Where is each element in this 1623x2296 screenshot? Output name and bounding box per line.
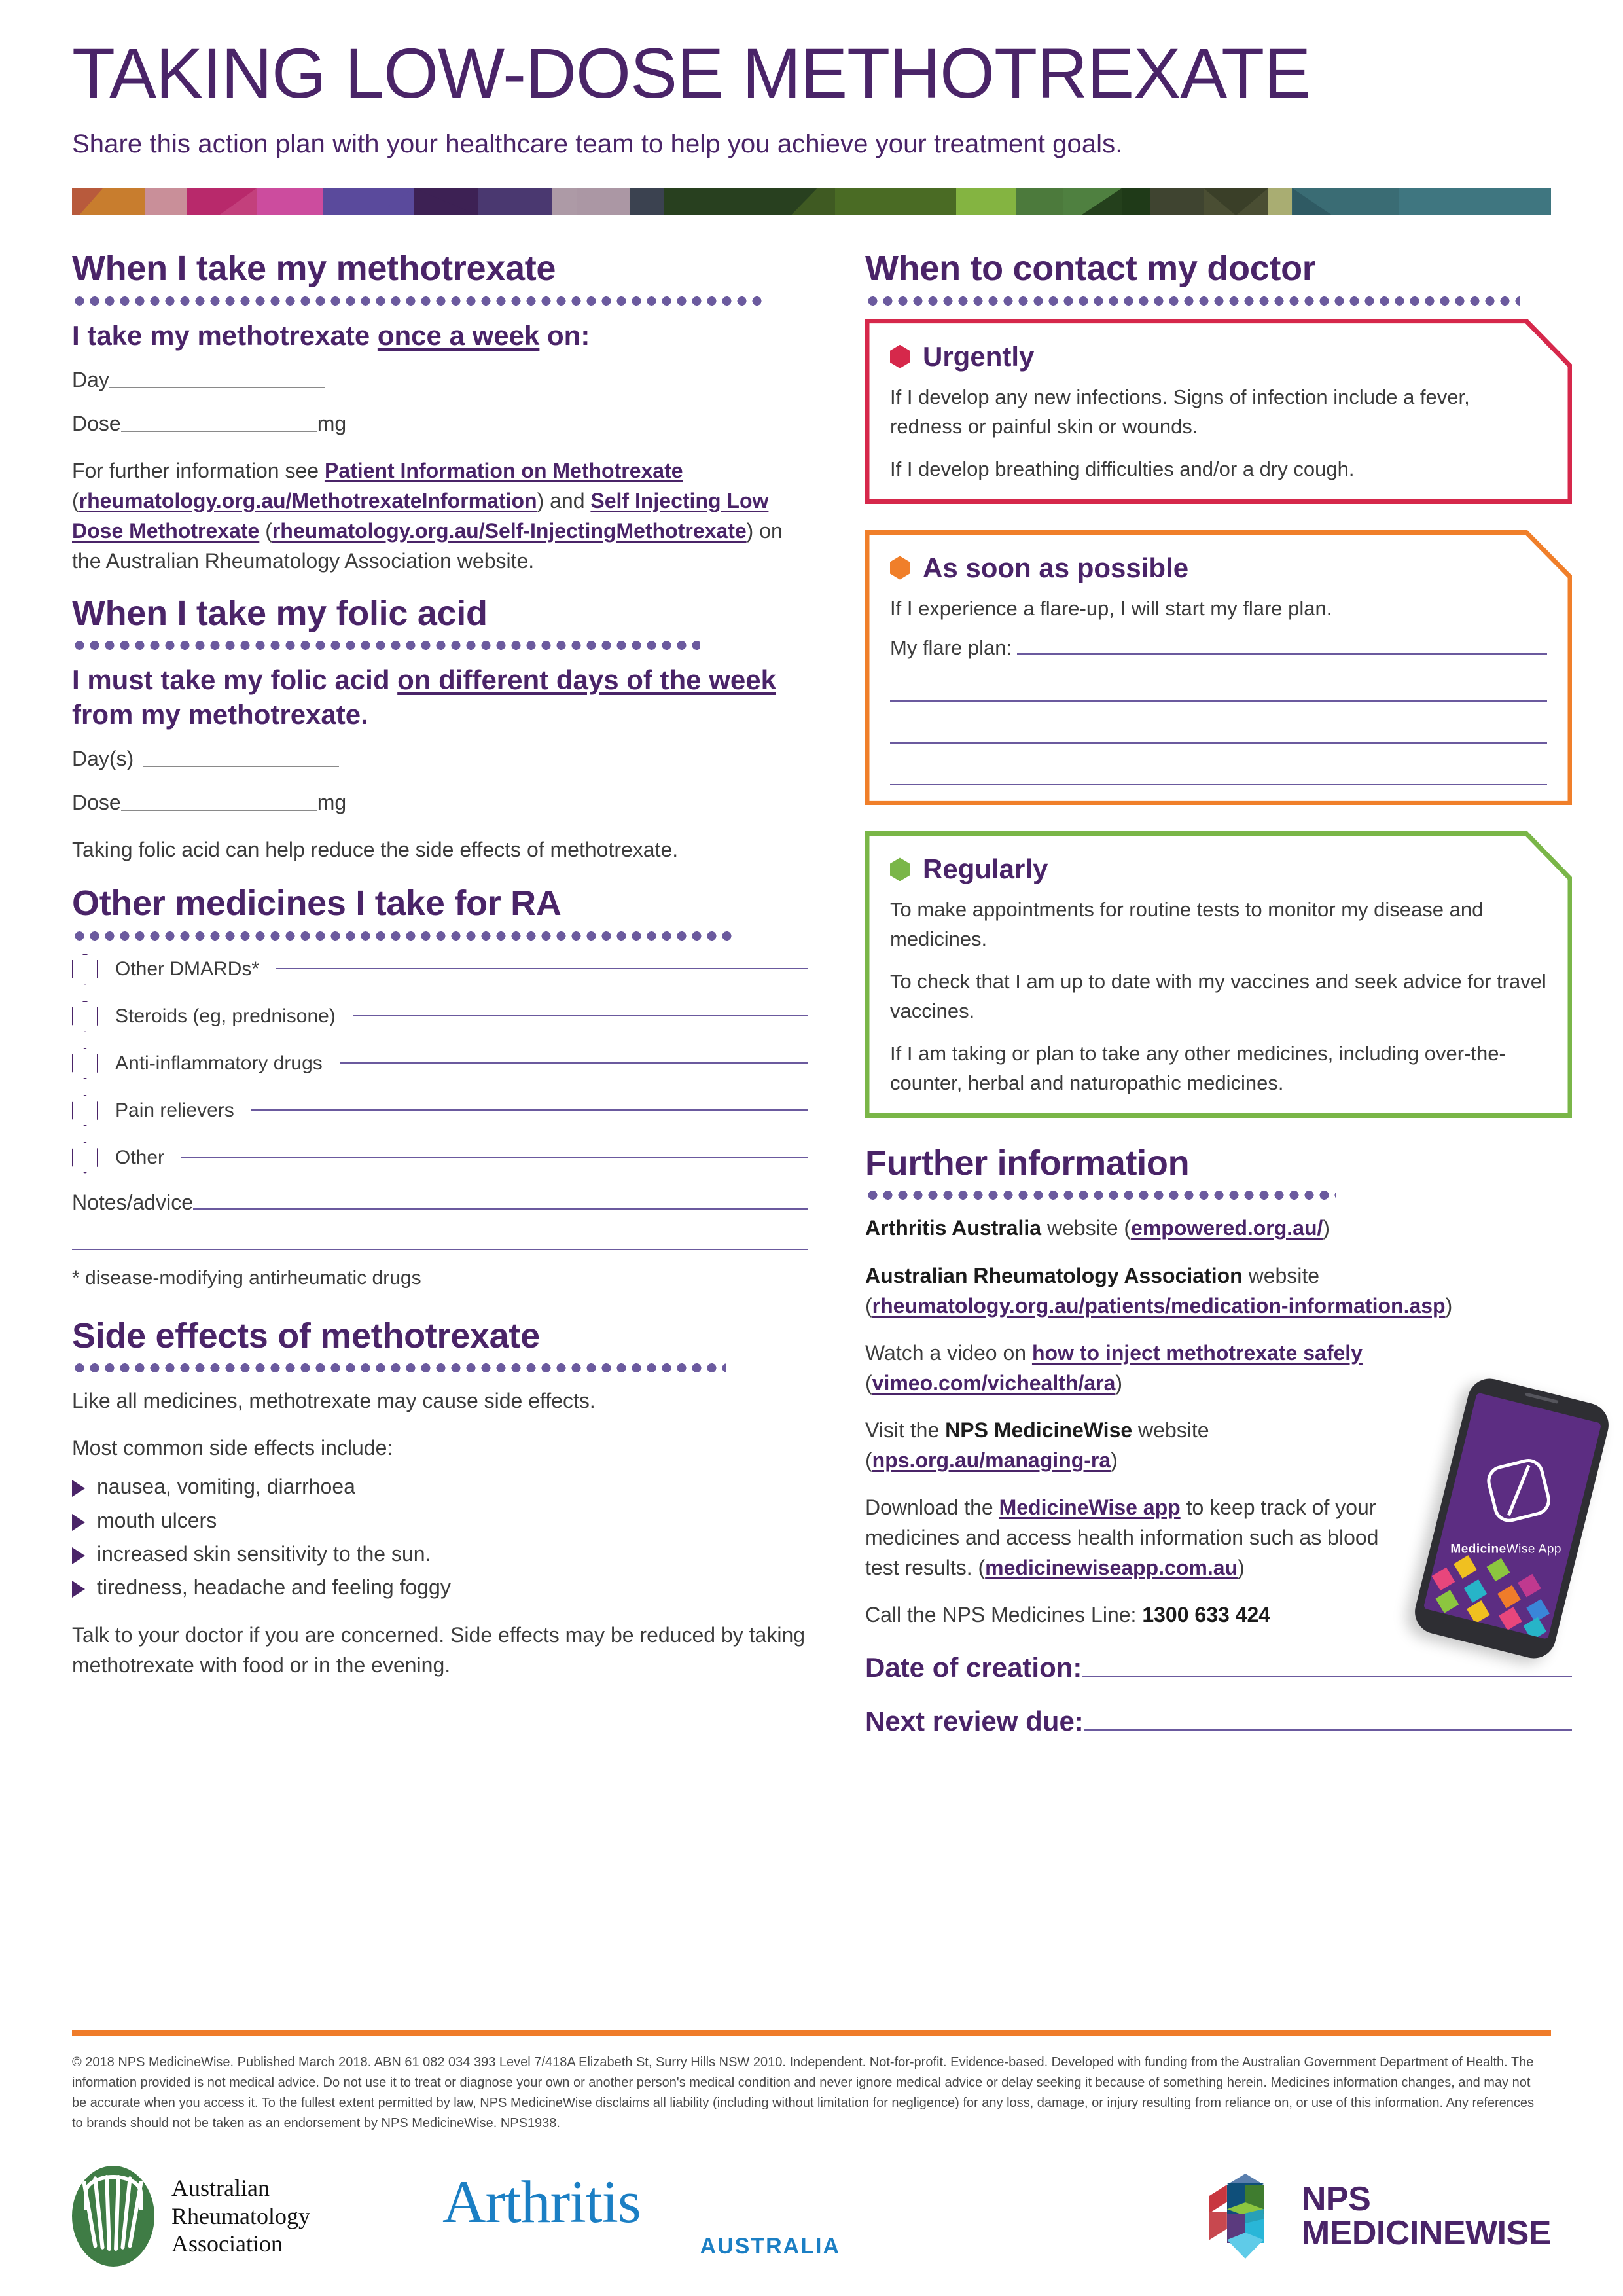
footer-logos	[72, 2164, 1551, 2269]
write-line[interactable]	[1084, 1729, 1572, 1731]
checkbox-row[interactable]	[72, 1048, 808, 1079]
dotted-divider	[72, 641, 700, 650]
further-info-app: Download the MedicineWise app to keep track of your medicines and access health information such as blood test results. (medicinewiseapp.com.au)	[865, 1496, 1379, 1580]
dose-write-line[interactable]	[121, 810, 317, 811]
triangle-bullet-icon	[72, 1581, 85, 1598]
callout-title: Urgently	[923, 340, 1035, 372]
triangle-bullet-icon	[72, 1514, 85, 1531]
flare-plan-line-3[interactable]	[890, 742, 1547, 744]
further-info-nps-website: Visit the NPS MedicineWise website (nps.org.au/managing-ra)	[865, 1418, 1209, 1472]
phone-screen	[1423, 1393, 1601, 1640]
callout-title-row	[890, 853, 1547, 885]
link-patient-information[interactable]: Patient Information on Methotrexate	[324, 458, 683, 482]
two-column-body	[72, 249, 1561, 1737]
callout-title-row	[890, 341, 1547, 372]
contact-doctor-heading: When to contact my doctor	[865, 249, 1316, 289]
left-column	[72, 249, 808, 1737]
arthritis-wordmark: Arthritis	[442, 2168, 641, 2236]
flare-plan-line-2[interactable]	[890, 700, 1547, 702]
urgently-text-2: If I develop breathing difficulties and/or a dry cough.	[890, 457, 1355, 480]
phone-speaker-icon	[1525, 1392, 1559, 1403]
flare-plan-line-4[interactable]	[890, 784, 1547, 785]
section-further-information	[865, 1144, 1572, 1630]
further-info-heading: Further information	[865, 1143, 1190, 1183]
regularly-text-2: To check that I am up to date with my vaccines and seek advice for travel vaccines.	[890, 970, 1546, 1023]
logo-nps-medicinewise	[1209, 2174, 1551, 2259]
folic-dose-field[interactable]	[72, 791, 808, 815]
write-line[interactable]	[181, 1157, 808, 1158]
medicinewise-app-phone-image	[1410, 1374, 1613, 1662]
link-medicinewise-app[interactable]: MedicineWise app	[999, 1496, 1181, 1520]
further-info-arthritis-australia: Arthritis Australia website (empowered.org.au/)	[865, 1216, 1330, 1240]
section-folic-acid	[72, 594, 808, 865]
nps-cube-icon	[1209, 2174, 1282, 2259]
page-subtitle: Share this action plan with your healthcare team to help you achieve your treatment goals.	[72, 130, 1123, 159]
soon-text-1: If I experience a flare-up, I will start my flare plan.	[890, 596, 1332, 620]
nps-wordmark: NPS MEDICINEWISE	[1301, 2180, 1551, 2252]
arthritis-australia-sub: AUSTRALIA	[700, 2233, 840, 2259]
further-info-phone: Call the NPS Medicines Line: 1300 633 424	[865, 1603, 1271, 1627]
checkbox-icon[interactable]	[72, 954, 98, 985]
methotrexate-further-info: For further information see Patient Information on Methotrexate (rheumatology.org.au/MethotrexateInformation) and Self Injecting Low Dose Methotrexate (rheumatology.org.au/Self-InjectingMethotrexate) on the Australian Rheumatology Association website.	[72, 458, 783, 573]
regularly-text-1: To make appointments for routine tests to monitor my disease and medicines.	[890, 898, 1484, 951]
folic-heading: When I take my folic acid	[72, 593, 488, 633]
checkbox-icon[interactable]	[72, 1048, 98, 1079]
date-of-creation-field[interactable]	[865, 1652, 1572, 1683]
checkbox-label: Steroids (eg, prednisone)	[115, 1005, 336, 1027]
section-other-medicines	[72, 884, 808, 1289]
side-effects-list	[72, 1472, 808, 1603]
link-ara-medication-info[interactable]: rheumatology.org.au/patients/medication-information.asp	[872, 1293, 1446, 1318]
checkbox-row[interactable]	[72, 1142, 808, 1174]
decorative-color-band	[72, 188, 1551, 215]
link-medicinewiseapp-url[interactable]: medicinewiseapp.com.au	[985, 1556, 1238, 1580]
side-effects-heading: Side effects of methotrexate	[72, 1316, 540, 1355]
side-effects-closing: Talk to your doctor if you are concerned. Side effects may be reduced by taking methotrexate with food or in the evening.	[72, 1623, 806, 1677]
checkbox-label: Other	[115, 1146, 165, 1168]
urgently-text-1: If I develop any new infections. Signs of infection include a fever, redness or painful skin or wounds.	[890, 385, 1470, 438]
dose-unit: mg	[317, 791, 347, 815]
link-self-injecting-url[interactable]: rheumatology.org.au/Self-InjectingMethotrexate	[272, 518, 747, 543]
section-when-i-take-methotrexate	[72, 249, 808, 576]
notes-advice-field[interactable]	[72, 1191, 808, 1215]
callout-regularly	[865, 831, 1572, 1118]
checkbox-icon[interactable]	[72, 1142, 98, 1174]
callout-as-soon-as-possible	[865, 530, 1572, 806]
further-info-video: Watch a video on how to inject methotrexate safely (vimeo.com/vichealth/ara)	[865, 1340, 1363, 1395]
folic-lead: I must take my folic acid on different days of the week from my methotrexate.	[72, 664, 776, 730]
triangle-bullet-icon	[72, 1547, 85, 1564]
flare-plan-label: My flare plan:	[890, 636, 1012, 660]
callout-title-row	[890, 552, 1547, 584]
notes-label: Notes/advice	[72, 1190, 193, 1214]
link-vimeo-url[interactable]: vimeo.com/vichealth/ara	[872, 1371, 1116, 1395]
pill-capsule-icon	[1484, 1456, 1554, 1526]
write-line[interactable]	[276, 968, 808, 969]
checkbox-label: Anti-inflammatory drugs	[115, 1052, 323, 1074]
list-item: nausea, vomiting, diarrhoea	[72, 1472, 808, 1501]
folic-days-field[interactable]	[72, 747, 808, 771]
days-label: Day(s)	[72, 747, 134, 771]
checkbox-label: Other DMARDs*	[115, 958, 260, 980]
dotted-divider	[72, 1363, 726, 1372]
logo-arthritis-australia	[438, 2168, 844, 2259]
footer-divider	[72, 2030, 1551, 2036]
dose-unit: mg	[317, 411, 347, 435]
checkbox-row[interactable]	[72, 1095, 808, 1126]
right-column	[865, 249, 1572, 1737]
checkbox-row[interactable]	[72, 954, 808, 985]
section-side-effects	[72, 1317, 808, 1680]
medicines-line-number: 1300 633 424	[1142, 1603, 1271, 1627]
next-review-due-field[interactable]	[865, 1706, 1572, 1737]
logo-australian-rheumatology-association	[72, 2166, 438, 2267]
dotted-divider	[72, 931, 733, 941]
checkbox-icon[interactable]	[72, 1095, 98, 1126]
dmards-footnote: * disease-modifying antirheumatic drugs	[72, 1266, 421, 1289]
dose-label: Dose	[72, 791, 121, 815]
checkbox-label: Pain relievers	[115, 1099, 234, 1121]
regularly-text-3: If I am taking or plan to take any other medicines, including over-the-counter, herbal and naturopathic medicines.	[890, 1042, 1506, 1095]
ara-logo-text: Australian Rheumatology Association	[171, 2175, 310, 2257]
checkbox-icon[interactable]	[72, 1001, 98, 1032]
folic-note: Taking folic acid can help reduce the side effects of methotrexate.	[72, 838, 679, 862]
methotrexate-lead: I take my methotrexate once a week on:	[72, 319, 590, 351]
list-item: tiredness, headache and feeling foggy	[72, 1573, 808, 1602]
link-self-injecting[interactable]: Self Injecting Low Dose Methotrexate	[72, 488, 769, 543]
write-line[interactable]	[251, 1109, 808, 1111]
dotted-divider	[72, 296, 766, 306]
write-line[interactable]	[340, 1062, 808, 1064]
callout-title: As soon as possible	[923, 552, 1189, 583]
other-medicines-heading: Other medicines I take for RA	[72, 884, 562, 924]
dose-write-line[interactable]	[121, 431, 317, 432]
callout-urgently	[865, 319, 1572, 504]
list-item: mouth ulcers	[72, 1506, 808, 1535]
write-line[interactable]	[1082, 1676, 1572, 1677]
copyright-fineprint: © 2018 NPS MedicineWise. Published March 2018. ABN 61 082 034 393 Level 7/418A Elizabeth St, Surry Hills NSW 2010. Independent. Not-for-profit. Evidence-based. Developed with funding from the Australian Government Department of Health. The information provided is not medical advice. Do not use it to treat or diagnose your own or another person's medical condition and never ignore medical advice or delay seeking it because of something herein. Medicines information changes, and may not be accurate when you access it. To the fullest extent permitted by law, NPS MedicineWise disclaims all liability (including without limitation for negligence) for any loss, damage, or injury resulting from reliance on, or use of this information. Any references to brands should not be taken as an endorsement by NPS MedicineWise. NPS1938.	[72, 2055, 1535, 2130]
write-line[interactable]	[353, 1015, 808, 1016]
day-write-line[interactable]	[109, 387, 325, 388]
page-footer	[72, 2030, 1551, 2269]
side-effects-list-intro: Most common side effects include:	[72, 1436, 393, 1460]
link-empowered[interactable]: empowered.org.au/	[1131, 1216, 1323, 1240]
link-nps-managing-ra[interactable]: nps.org.au/managing-ra	[872, 1448, 1111, 1472]
methotrexate-heading: When I take my methotrexate	[72, 249, 556, 289]
ara-tree-mark-icon	[72, 2166, 154, 2267]
day-label: Day	[72, 367, 109, 391]
link-inject-safely-video[interactable]: how to inject methotrexate safely	[1031, 1340, 1363, 1365]
urgency-marker-icon	[890, 857, 910, 881]
page-title: TAKING LOW-DOSE METHOTREXATE	[72, 33, 1311, 113]
list-item: increased skin sensitivity to the sun.	[72, 1539, 808, 1569]
side-effects-intro: Like all medicines, methotrexate may cause side effects.	[72, 1388, 596, 1412]
dose-label: Dose	[72, 411, 121, 435]
dotted-divider	[865, 296, 1520, 306]
app-name-label: MedicineWise App	[1450, 1542, 1561, 1556]
checkbox-row[interactable]	[72, 1001, 808, 1032]
methotrexate-day-field[interactable]	[72, 368, 808, 392]
urgency-marker-icon	[890, 345, 910, 368]
link-methotrexate-information-url[interactable]: rheumatology.org.au/MethotrexateInformation	[79, 488, 537, 512]
dotted-divider	[865, 1191, 1336, 1200]
days-write-line[interactable]	[143, 766, 339, 767]
date-of-creation-label: Date of creation:	[865, 1652, 1082, 1683]
next-review-due-label: Next review due:	[865, 1706, 1084, 1737]
flare-plan-field[interactable]	[890, 636, 1547, 660]
write-line[interactable]	[193, 1208, 808, 1210]
methotrexate-dose-field[interactable]	[72, 412, 808, 436]
write-line[interactable]	[1017, 653, 1547, 655]
triangle-bullet-icon	[72, 1480, 85, 1497]
urgency-marker-icon	[890, 556, 910, 580]
notes-write-line-2[interactable]	[72, 1249, 808, 1250]
callout-title: Regularly	[923, 853, 1048, 885]
further-info-ara: Australian Rheumatology Association website (rheumatology.org.au/patients/medication-information.asp)	[865, 1263, 1453, 1318]
